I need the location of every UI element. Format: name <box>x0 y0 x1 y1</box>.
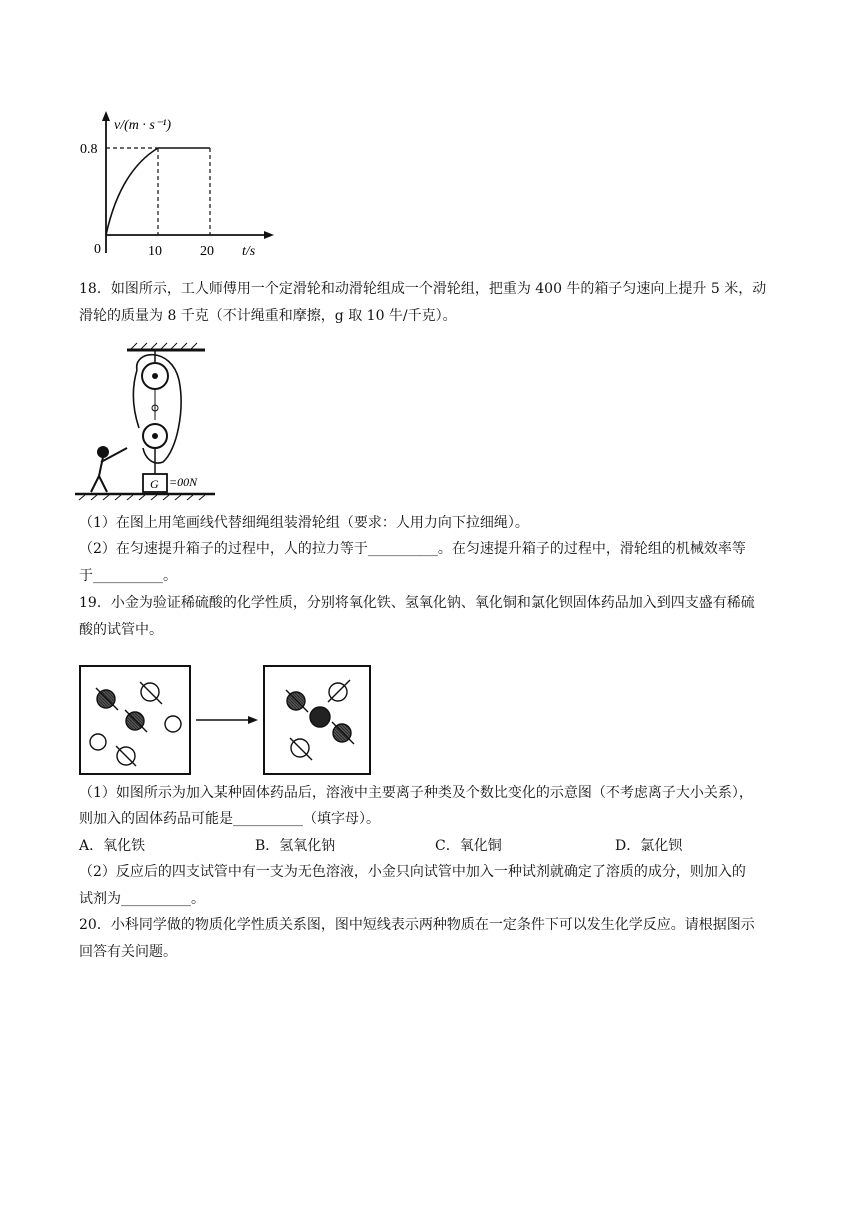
ceiling-hatch <box>131 343 197 349</box>
q19-line-1: 19．小金为验证稀硫酸的化学性质，分别将氧化铁、氢氧化钠、氧化铜和氯化钡固体药品加入到四支盛有稀硫 <box>79 595 755 611</box>
x-tick-label-20: 20 <box>200 244 214 259</box>
option-a: A．氧化铁 <box>79 838 146 854</box>
y-tick-label: 0.8 <box>80 142 98 157</box>
worker-figure <box>91 447 127 492</box>
x-tick-label-10: 10 <box>148 244 162 259</box>
option-d: D．氯化钡 <box>615 838 683 854</box>
after-ions <box>286 680 354 760</box>
q18-sub-2-line-1: （2）在匀速提升箱子的过程中，人的拉力等于__________。在匀速提升箱子的过程中，滑轮组的机械效率等 <box>79 541 746 557</box>
box-g-label: G <box>150 477 159 491</box>
weight-note: =00N <box>169 475 198 489</box>
origin-label: 0 <box>94 242 101 257</box>
q18-sub-1: （1）在图上用笔画线代替细绳组装滑轮组（要求：人用力向下拉细绳）。 <box>79 515 529 531</box>
q19-line-2: 酸的试管中。 <box>79 622 163 638</box>
y-axis-label: v/(m · s⁻¹) <box>114 118 172 133</box>
q20-line-2: 回答有关问题。 <box>79 944 177 960</box>
q19-options <box>79 836 779 856</box>
x-axis-label: t/s <box>242 244 256 259</box>
q18-sub-2-line-2: 于__________。 <box>79 568 177 584</box>
q19-sub-1-line-2: 则加入的固体药品可能是__________（填字母）。 <box>79 811 380 827</box>
q18-line-2: 滑轮的质量为 8 千克（不计绳重和摩擦，g 取 10 牛/千克）。 <box>79 308 457 324</box>
x-axis-arrow <box>264 231 274 239</box>
ion-change-diagram <box>78 662 378 778</box>
q18-line-1: 18．如图所示，工人师傅用一个定滑轮和动滑轮组成一个滑轮组，把重为 400 牛的箱子匀速向上提升 5 米，动 <box>79 281 767 297</box>
pulley-figure <box>75 340 225 505</box>
option-c: C．氧化铜 <box>435 838 502 854</box>
q19-sub-2-line-2: 试剂为__________。 <box>79 891 205 907</box>
velocity-time-graph <box>80 105 280 265</box>
velocity-curve <box>106 148 158 235</box>
q19-sub-2-line-1: （2）反应后的四支试管中有一支为无色溶液，小金只向试管中加入一种试剂就确定了溶质的成分，则加入的 <box>79 864 746 880</box>
ground-hatch <box>79 495 205 500</box>
option-b: B．氢氧化钠 <box>255 838 336 854</box>
before-ions <box>90 682 181 766</box>
q20-line-1: 20．小科同学做的物质化学性质关系图，图中短线表示两种物质在一定条件下可以发生化学反应。请根据图示 <box>79 917 755 933</box>
q19-sub-1-line-1: （1）如图所示为加入某种固体药品后，溶液中主要离子种类及个数比变化的示意图（不考虑离子大小关系）， <box>79 785 753 801</box>
y-axis-arrow <box>102 111 110 121</box>
